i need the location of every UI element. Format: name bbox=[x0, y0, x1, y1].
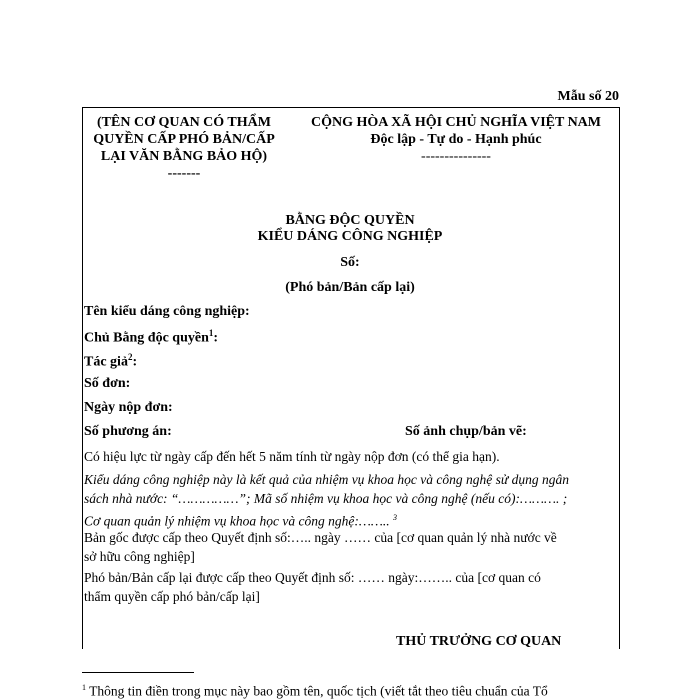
paragraph-line-text: Cơ quan quản lý nhiệm vụ khoa học và công nghệ:…….. bbox=[84, 513, 390, 529]
certificate-title bbox=[82, 213, 618, 245]
agency-rule: ------- bbox=[167, 166, 201, 181]
owner-field: Chủ Bằng độc quyền$^1$: bbox=[84, 328, 219, 346]
certificate-number-label: Số: bbox=[340, 255, 360, 270]
title-line: BẰNG ĐỘC QUYỀN bbox=[285, 213, 415, 228]
variants-field: Số phương án: bbox=[84, 424, 172, 439]
footnote-marker: 1 bbox=[208, 328, 214, 338]
author-label: Tác giả bbox=[84, 354, 128, 370]
footnote-divider bbox=[82, 672, 194, 673]
agency-line: QUYỀN CẤP PHÓ BẢN/CẤP bbox=[93, 132, 275, 147]
national-motto: Độc lập - Tự do - Hạnh phúc bbox=[370, 132, 542, 147]
paragraph-line: Bản gốc được cấp theo Quyết định số:….. ngày …… của [cơ quan quản lý nhà nước về bbox=[84, 530, 557, 545]
motto-rule: --------------- bbox=[421, 149, 491, 164]
design-name-field: Tên kiểu dáng công nghiệp: bbox=[84, 304, 250, 319]
original-decision-paragraph bbox=[84, 528, 616, 566]
validity-text: Có hiệu lực từ ngày cấp đến hết 5 năm tính từ ngày nộp đơn (có thể gia hạn). bbox=[84, 449, 500, 464]
agency-line: (TÊN CƠ QUAN CÓ THẨM bbox=[97, 115, 271, 130]
research-task-paragraph bbox=[84, 470, 616, 531]
form-number: Mẫu số 20 bbox=[557, 89, 619, 104]
photos-field: Số ảnh chụp/bản vẽ: bbox=[405, 424, 527, 439]
application-number-field: Số đơn: bbox=[84, 376, 131, 391]
paragraph-line: thẩm quyền cấp phó bản/cấp lại] bbox=[84, 589, 260, 604]
author-field: Tác giả$^2$: bbox=[84, 352, 138, 370]
footnote-marker: 1 bbox=[82, 683, 86, 692]
footnote-marker: 2 bbox=[127, 352, 133, 362]
paragraph-line: Kiểu dáng công nghiệp này là kết quả của nhiệm vụ khoa học và công nghệ sử dụng ngân bbox=[84, 472, 570, 487]
agency-line: LẠI VĂN BẰNG BẢO HỘ) bbox=[100, 149, 268, 164]
paragraph-line: sở hữu công nghiệp] bbox=[84, 549, 195, 564]
footnote bbox=[82, 683, 622, 700]
issuing-agency-header bbox=[84, 114, 284, 182]
signature-title: THỦ TRƯỞNG CƠ QUAN bbox=[396, 634, 562, 649]
copy-type-label: (Phó bản/Bản cấp lại) bbox=[285, 280, 415, 295]
copy-decision-paragraph bbox=[84, 568, 616, 606]
footnote-marker: 3 bbox=[393, 513, 398, 522]
paragraph-line: sách nhà nước: “……………”; Mã số nhiệm vụ khoa học và công nghệ (nếu có):………. ; bbox=[84, 491, 568, 506]
national-header bbox=[296, 114, 616, 165]
owner-label: Chủ Bằng độc quyền bbox=[84, 330, 209, 346]
footnote-text: Thông tin điền trong mục này bao gồm tên, quốc tịch (viết tắt theo tiêu chuẩn của Tổ bbox=[86, 683, 548, 699]
title-line: KIỂU DÁNG CÔNG NGHIỆP bbox=[257, 229, 443, 244]
paragraph-line: Phó bản/Bản cấp lại được cấp theo Quyết định số: …… ngày:…….. của [cơ quan có bbox=[84, 570, 541, 585]
filing-date-field: Ngày nộp đơn: bbox=[84, 400, 173, 415]
republic-name: CỘNG HÒA XÃ HỘI CHỦ NGHĨA VIỆT NAM bbox=[310, 115, 601, 130]
